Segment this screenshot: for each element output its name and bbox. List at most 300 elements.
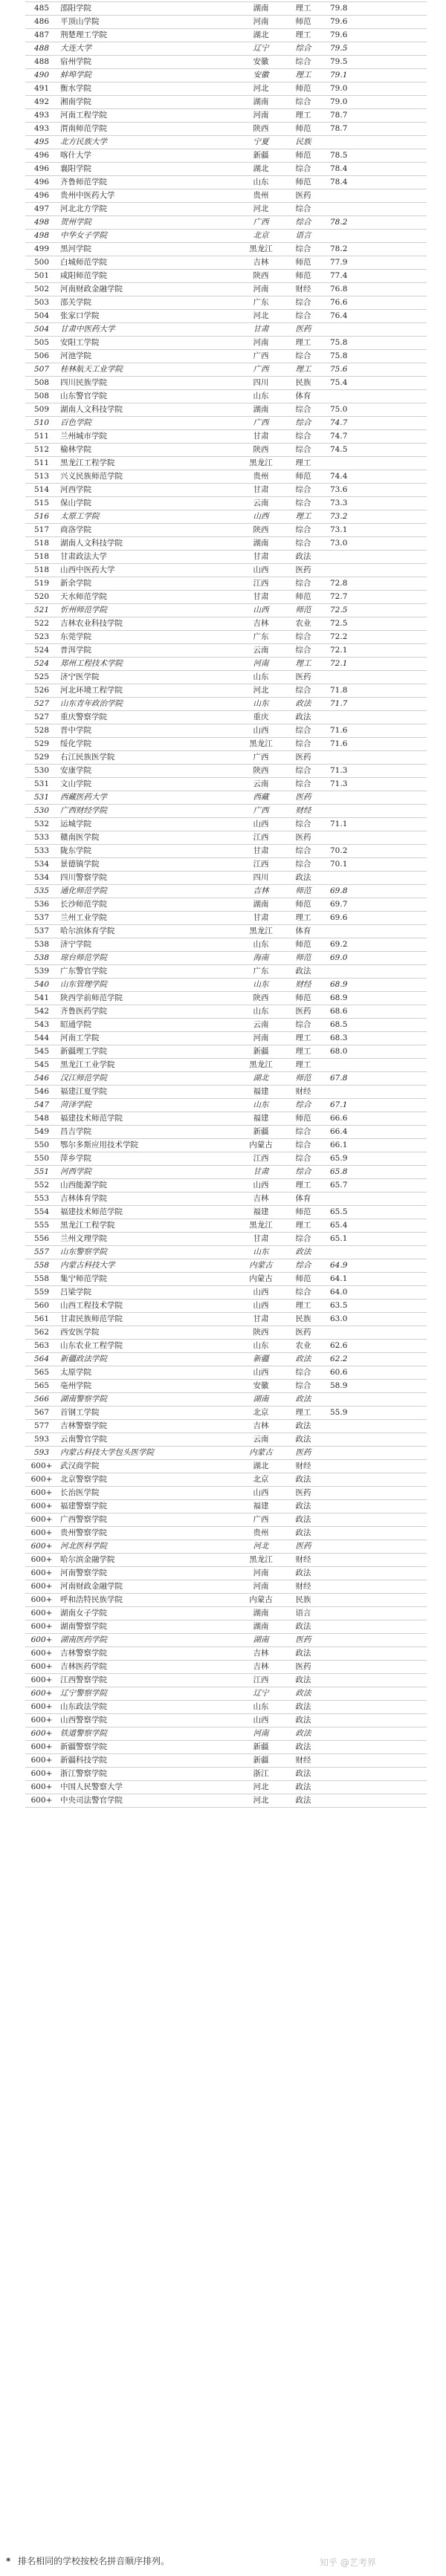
- table-row: [25, 671, 427, 684]
- school-name-cell: 河南工学院: [58, 1032, 238, 1045]
- type-cell: 师范: [284, 470, 323, 484]
- school-name-cell: 内蒙古科技大学: [58, 1259, 238, 1273]
- table-row: [25, 457, 427, 470]
- table-row: [25, 979, 427, 992]
- score-cell: [323, 1500, 366, 1514]
- type-cell: 综合: [284, 1019, 323, 1032]
- type-cell: 理工: [284, 2, 323, 16]
- school-name-cell: 首钢工学院: [58, 1407, 238, 1420]
- empty-cell: [366, 1072, 427, 1086]
- type-cell: 师范: [284, 1273, 323, 1286]
- score-cell: 65.8: [323, 1166, 366, 1179]
- empty-cell: [366, 1554, 427, 1567]
- table-row: [25, 230, 427, 243]
- school-name-cell: 北方民族大学: [58, 136, 238, 149]
- rank-cell: 600+: [25, 1661, 58, 1674]
- table-row: [25, 1580, 427, 1594]
- empty-cell: [366, 56, 427, 69]
- province-cell: 湖南: [238, 1634, 284, 1647]
- province-cell: 黑龙江: [238, 925, 284, 938]
- rank-cell: 600+: [25, 1674, 58, 1687]
- empty-cell: [366, 337, 427, 350]
- province-cell: 湖南: [238, 537, 284, 551]
- province-cell: 河南: [238, 1032, 284, 1045]
- table-row: [25, 1794, 427, 1808]
- empty-cell: [366, 671, 427, 684]
- rank-cell: 511: [25, 430, 58, 444]
- school-name-cell: 湘南学院: [58, 96, 238, 109]
- province-cell: 广东: [238, 631, 284, 644]
- score-cell: [323, 1514, 366, 1527]
- type-cell: 医药: [284, 1661, 323, 1674]
- score-cell: [323, 805, 366, 818]
- rank-cell: 492: [25, 96, 58, 109]
- table-row: [25, 256, 427, 270]
- school-name-cell: 东莞学院: [58, 631, 238, 644]
- school-name-cell: 齐鲁医药学院: [58, 1005, 238, 1019]
- province-cell: 甘肃: [238, 323, 284, 337]
- score-cell: [323, 1447, 366, 1460]
- province-cell: 山西: [238, 1179, 284, 1193]
- table-row: [25, 1179, 427, 1193]
- province-cell: 甘肃: [238, 484, 284, 497]
- school-name-cell: 云南警官学院: [58, 1433, 238, 1447]
- school-name-cell: 河西学院: [58, 484, 238, 497]
- type-cell: 综合: [284, 738, 323, 751]
- province-cell: 贵州: [238, 189, 284, 203]
- table-row: [25, 243, 427, 256]
- rank-cell: 550: [25, 1139, 58, 1152]
- school-name-cell: 保山学院: [58, 497, 238, 510]
- province-cell: 河南: [238, 1567, 284, 1580]
- rank-cell: 600+: [25, 1620, 58, 1634]
- province-cell: 四川: [238, 872, 284, 885]
- table-row: [25, 1139, 427, 1152]
- school-name-cell: 铁道警察学院: [58, 1727, 238, 1741]
- table-row: [25, 203, 427, 216]
- type-cell: 综合: [284, 765, 323, 778]
- province-cell: 内蒙古: [238, 1273, 284, 1286]
- empty-cell: [366, 1620, 427, 1634]
- school-name-cell: 西安医学院: [58, 1326, 238, 1340]
- rank-cell: 600+: [25, 1487, 58, 1500]
- rank-cell: 532: [25, 818, 58, 831]
- table-row: [25, 1674, 427, 1687]
- score-cell: 74.4: [323, 470, 366, 484]
- type-cell: 财经: [284, 1554, 323, 1567]
- province-cell: 山东: [238, 1099, 284, 1112]
- province-cell: 广西: [238, 417, 284, 430]
- empty-cell: [366, 29, 427, 42]
- type-cell: 综合: [284, 1166, 323, 1179]
- table-row: [25, 1219, 427, 1233]
- school-name-cell: 兰州城市学院: [58, 430, 238, 444]
- school-name-cell: 福建江夏学院: [58, 1086, 238, 1099]
- table-row: [25, 925, 427, 938]
- rank-cell: 600+: [25, 1754, 58, 1768]
- empty-cell: [366, 1059, 427, 1072]
- type-cell: 理工: [284, 658, 323, 671]
- type-cell: 理工: [284, 1300, 323, 1313]
- score-cell: 68.9: [323, 992, 366, 1005]
- school-name-cell: 咸阳师范学院: [58, 270, 238, 283]
- empty-cell: [366, 189, 427, 203]
- table-row: [25, 1193, 427, 1206]
- province-cell: 河北: [238, 1794, 284, 1808]
- score-cell: 75.4: [323, 377, 366, 390]
- rank-cell: 506: [25, 350, 58, 363]
- province-cell: 福建: [238, 1206, 284, 1219]
- rank-cell: 537: [25, 912, 58, 925]
- score-cell: [323, 1701, 366, 1714]
- score-cell: [323, 457, 366, 470]
- table-row: [25, 16, 427, 29]
- province-cell: 山东: [238, 698, 284, 711]
- province-cell: 新疆: [238, 1045, 284, 1059]
- rank-cell: 600+: [25, 1714, 58, 1727]
- type-cell: 政法: [284, 872, 323, 885]
- province-cell: 黑龙江: [238, 243, 284, 256]
- rank-cell: 563: [25, 1340, 58, 1353]
- rank-cell: 517: [25, 524, 58, 537]
- school-name-cell: 运城学院: [58, 818, 238, 831]
- school-name-cell: 张家口学院: [58, 310, 238, 323]
- school-name-cell: 吕梁学院: [58, 1286, 238, 1300]
- type-cell: 理工: [284, 1045, 323, 1059]
- rank-cell: 562: [25, 1326, 58, 1340]
- ranking-table-container: [25, 1, 427, 1808]
- table-row: [25, 818, 427, 831]
- table-row: [25, 711, 427, 724]
- rank-cell: 560: [25, 1300, 58, 1313]
- rank-cell: 600+: [25, 1527, 58, 1540]
- province-cell: 云南: [238, 1019, 284, 1032]
- score-cell: 69.8: [323, 885, 366, 898]
- table-row: [25, 1019, 427, 1032]
- school-name-cell: 郑州工程技术学院: [58, 658, 238, 671]
- empty-cell: [366, 1166, 427, 1179]
- rank-cell: 495: [25, 136, 58, 149]
- province-cell: 广东: [238, 965, 284, 979]
- empty-cell: [366, 1393, 427, 1407]
- type-cell: 财经: [284, 1086, 323, 1099]
- type-cell: 医药: [284, 791, 323, 805]
- empty-cell: [366, 1647, 427, 1661]
- score-cell: 71.6: [323, 724, 366, 738]
- school-name-cell: 襄阳学院: [58, 163, 238, 176]
- table-row: [25, 872, 427, 885]
- province-cell: 云南: [238, 644, 284, 658]
- school-name-cell: 贵州中医药大学: [58, 189, 238, 203]
- table-row: [25, 524, 427, 537]
- province-cell: 湖北: [238, 29, 284, 42]
- empty-cell: [366, 296, 427, 310]
- province-cell: 广西: [238, 1514, 284, 1527]
- rank-cell: 527: [25, 711, 58, 724]
- rank-cell: 537: [25, 925, 58, 938]
- score-cell: 74.7: [323, 430, 366, 444]
- score-cell: [323, 230, 366, 243]
- school-name-cell: 汉江师范学院: [58, 1072, 238, 1086]
- table-row: [25, 69, 427, 82]
- rank-cell: 554: [25, 1206, 58, 1219]
- type-cell: 综合: [284, 845, 323, 858]
- table-row: [25, 1166, 427, 1179]
- province-cell: 山西: [238, 818, 284, 831]
- province-cell: 甘肃: [238, 430, 284, 444]
- score-cell: 77.9: [323, 256, 366, 270]
- table-row: [25, 497, 427, 510]
- watermark: 知乎 @艺考界: [320, 2557, 376, 2568]
- score-cell: 62.2: [323, 1353, 366, 1366]
- rank-cell: 540: [25, 979, 58, 992]
- score-cell: [323, 1326, 366, 1340]
- score-cell: 58.9: [323, 1380, 366, 1393]
- province-cell: 河北: [238, 203, 284, 216]
- score-cell: 71.6: [323, 738, 366, 751]
- type-cell: 综合: [284, 1259, 323, 1273]
- province-cell: 贵州: [238, 470, 284, 484]
- score-cell: [323, 1754, 366, 1768]
- type-cell: 理工: [284, 1032, 323, 1045]
- score-cell: [323, 1714, 366, 1727]
- empty-cell: [366, 270, 427, 283]
- province-cell: 辽宁: [238, 1687, 284, 1701]
- school-name-cell: 百色学院: [58, 417, 238, 430]
- province-cell: 广西: [238, 216, 284, 230]
- type-cell: 师范: [284, 938, 323, 952]
- type-cell: 综合: [284, 1126, 323, 1139]
- type-cell: 政法: [284, 1794, 323, 1808]
- empty-cell: [366, 684, 427, 698]
- empty-cell: [366, 1380, 427, 1393]
- school-name-cell: 长沙师范学院: [58, 898, 238, 912]
- type-cell: 语言: [284, 1607, 323, 1620]
- score-cell: 64.0: [323, 1286, 366, 1300]
- school-name-cell: 右江民族医学院: [58, 751, 238, 765]
- empty-cell: [366, 1139, 427, 1152]
- empty-cell: [366, 1152, 427, 1166]
- province-cell: 广西: [238, 363, 284, 377]
- type-cell: 综合: [284, 56, 323, 69]
- province-cell: 黑龙江: [238, 457, 284, 470]
- type-cell: 政法: [284, 1674, 323, 1687]
- type-cell: 体育: [284, 925, 323, 938]
- type-cell: 政法: [284, 1353, 323, 1366]
- table-row: [25, 163, 427, 176]
- rank-cell: 501: [25, 270, 58, 283]
- rank-cell: 593: [25, 1447, 58, 1460]
- school-name-cell: 山东农业工程学院: [58, 1340, 238, 1353]
- empty-cell: [366, 1768, 427, 1781]
- school-name-cell: 黑龙江工程学院: [58, 457, 238, 470]
- rank-cell: 530: [25, 805, 58, 818]
- type-cell: 医药: [284, 751, 323, 765]
- empty-cell: [366, 497, 427, 510]
- province-cell: 甘肃: [238, 912, 284, 925]
- score-cell: 72.2: [323, 631, 366, 644]
- type-cell: 综合: [284, 644, 323, 658]
- rank-cell: 600+: [25, 1634, 58, 1647]
- type-cell: 医药: [284, 1540, 323, 1554]
- score-cell: 79.0: [323, 82, 366, 96]
- score-cell: [323, 1674, 366, 1687]
- empty-cell: [366, 430, 427, 444]
- type-cell: 理工: [284, 69, 323, 82]
- rank-cell: 600+: [25, 1460, 58, 1473]
- school-name-cell: 湖南警察学院: [58, 1393, 238, 1407]
- rank-cell: 600+: [25, 1794, 58, 1808]
- empty-cell: [366, 952, 427, 965]
- empty-cell: [366, 377, 427, 390]
- rank-cell: 522: [25, 617, 58, 631]
- score-cell: [323, 1620, 366, 1634]
- school-name-cell: 普洱学院: [58, 644, 238, 658]
- score-cell: [323, 751, 366, 765]
- table-row: [25, 992, 427, 1005]
- school-name-cell: 衡水学院: [58, 82, 238, 96]
- table-row: [25, 1554, 427, 1567]
- rank-cell: 546: [25, 1072, 58, 1086]
- type-cell: 理工: [284, 1179, 323, 1193]
- score-cell: 72.8: [323, 577, 366, 591]
- table-row: [25, 1407, 427, 1420]
- province-cell: 吉林: [238, 885, 284, 898]
- score-cell: 67.8: [323, 1072, 366, 1086]
- score-cell: 79.5: [323, 42, 366, 56]
- rank-cell: 600+: [25, 1540, 58, 1554]
- type-cell: 师范: [284, 256, 323, 270]
- province-cell: 湖南: [238, 403, 284, 417]
- empty-cell: [366, 1514, 427, 1527]
- type-cell: 师范: [284, 898, 323, 912]
- rank-cell: 593: [25, 1433, 58, 1447]
- province-cell: 黑龙江: [238, 1219, 284, 1233]
- school-name-cell: 桂林航天工业学院: [58, 363, 238, 377]
- table-row: [25, 1366, 427, 1380]
- province-cell: 江西: [238, 577, 284, 591]
- score-cell: 68.0: [323, 1045, 366, 1059]
- rank-cell: 524: [25, 658, 58, 671]
- province-cell: 新疆: [238, 1741, 284, 1754]
- province-cell: 贵州: [238, 1527, 284, 1540]
- school-name-cell: 河南警察学院: [58, 1567, 238, 1580]
- rank-cell: 512: [25, 444, 58, 457]
- school-name-cell: 菏泽学院: [58, 1099, 238, 1112]
- province-cell: 广西: [238, 751, 284, 765]
- score-cell: [323, 1473, 366, 1487]
- type-cell: 政法: [284, 1246, 323, 1259]
- empty-cell: [366, 323, 427, 337]
- score-cell: 79.1: [323, 69, 366, 82]
- score-cell: 75.8: [323, 350, 366, 363]
- score-cell: 68.5: [323, 1019, 366, 1032]
- table-row: [25, 831, 427, 845]
- rank-cell: 535: [25, 885, 58, 898]
- table-row: [25, 283, 427, 296]
- province-cell: 新疆: [238, 1126, 284, 1139]
- type-cell: 理工: [284, 337, 323, 350]
- score-cell: [323, 323, 366, 337]
- province-cell: 山东: [238, 1005, 284, 1019]
- empty-cell: [366, 711, 427, 724]
- table-row: [25, 1487, 427, 1500]
- score-cell: [323, 390, 366, 403]
- score-cell: 78.4: [323, 176, 366, 189]
- score-cell: 70.1: [323, 858, 366, 872]
- type-cell: 理工: [284, 1407, 323, 1420]
- type-cell: 综合: [284, 310, 323, 323]
- province-cell: 黑龙江: [238, 1059, 284, 1072]
- rank-cell: 530: [25, 765, 58, 778]
- province-cell: 湖北: [238, 1460, 284, 1473]
- score-cell: 72.5: [323, 604, 366, 617]
- empty-cell: [366, 724, 427, 738]
- table-row: [25, 1259, 427, 1273]
- type-cell: 师范: [284, 992, 323, 1005]
- rank-cell: 496: [25, 189, 58, 203]
- rank-cell: 529: [25, 751, 58, 765]
- table-row: [25, 82, 427, 96]
- score-cell: [323, 1540, 366, 1554]
- table-row: [25, 2, 427, 16]
- empty-cell: [366, 230, 427, 243]
- rank-cell: 488: [25, 42, 58, 56]
- rank-cell: 556: [25, 1233, 58, 1246]
- school-name-cell: 山东警官学院: [58, 390, 238, 403]
- school-name-cell: 中华女子学院: [58, 230, 238, 243]
- empty-cell: [366, 403, 427, 417]
- type-cell: 师范: [284, 16, 323, 29]
- score-cell: [323, 1527, 366, 1540]
- table-row: [25, 430, 427, 444]
- table-row: [25, 1433, 427, 1447]
- province-cell: 陕西: [238, 1326, 284, 1340]
- empty-cell: [366, 1487, 427, 1500]
- type-cell: 综合: [284, 444, 323, 457]
- empty-cell: [366, 1674, 427, 1687]
- empty-cell: [366, 551, 427, 564]
- province-cell: 甘肃: [238, 591, 284, 604]
- footnote-text: 排名相同的学校按校名拼音顺序排列。: [18, 2556, 170, 2566]
- empty-cell: [366, 617, 427, 631]
- table-row: [25, 42, 427, 56]
- rank-cell: 600+: [25, 1687, 58, 1701]
- school-name-cell: 呼和浩特民族学院: [58, 1594, 238, 1607]
- rank-cell: 600+: [25, 1580, 58, 1594]
- type-cell: 综合: [284, 631, 323, 644]
- type-cell: 综合: [284, 163, 323, 176]
- empty-cell: [366, 1741, 427, 1754]
- empty-cell: [366, 631, 427, 644]
- rank-cell: 543: [25, 1019, 58, 1032]
- empty-cell: [366, 885, 427, 898]
- table-row: [25, 510, 427, 524]
- rank-cell: 504: [25, 310, 58, 323]
- empty-cell: [366, 564, 427, 577]
- empty-cell: [366, 16, 427, 29]
- score-cell: 69.2: [323, 938, 366, 952]
- school-name-cell: 山东警察学院: [58, 1246, 238, 1259]
- table-row: [25, 1727, 427, 1741]
- school-name-cell: 河西学院: [58, 1166, 238, 1179]
- school-name-cell: 集宁师范学院: [58, 1273, 238, 1286]
- type-cell: 政法: [284, 1701, 323, 1714]
- rank-cell: 516: [25, 510, 58, 524]
- school-name-cell: 喀什大学: [58, 149, 238, 163]
- empty-cell: [366, 1246, 427, 1259]
- score-cell: 60.6: [323, 1366, 366, 1380]
